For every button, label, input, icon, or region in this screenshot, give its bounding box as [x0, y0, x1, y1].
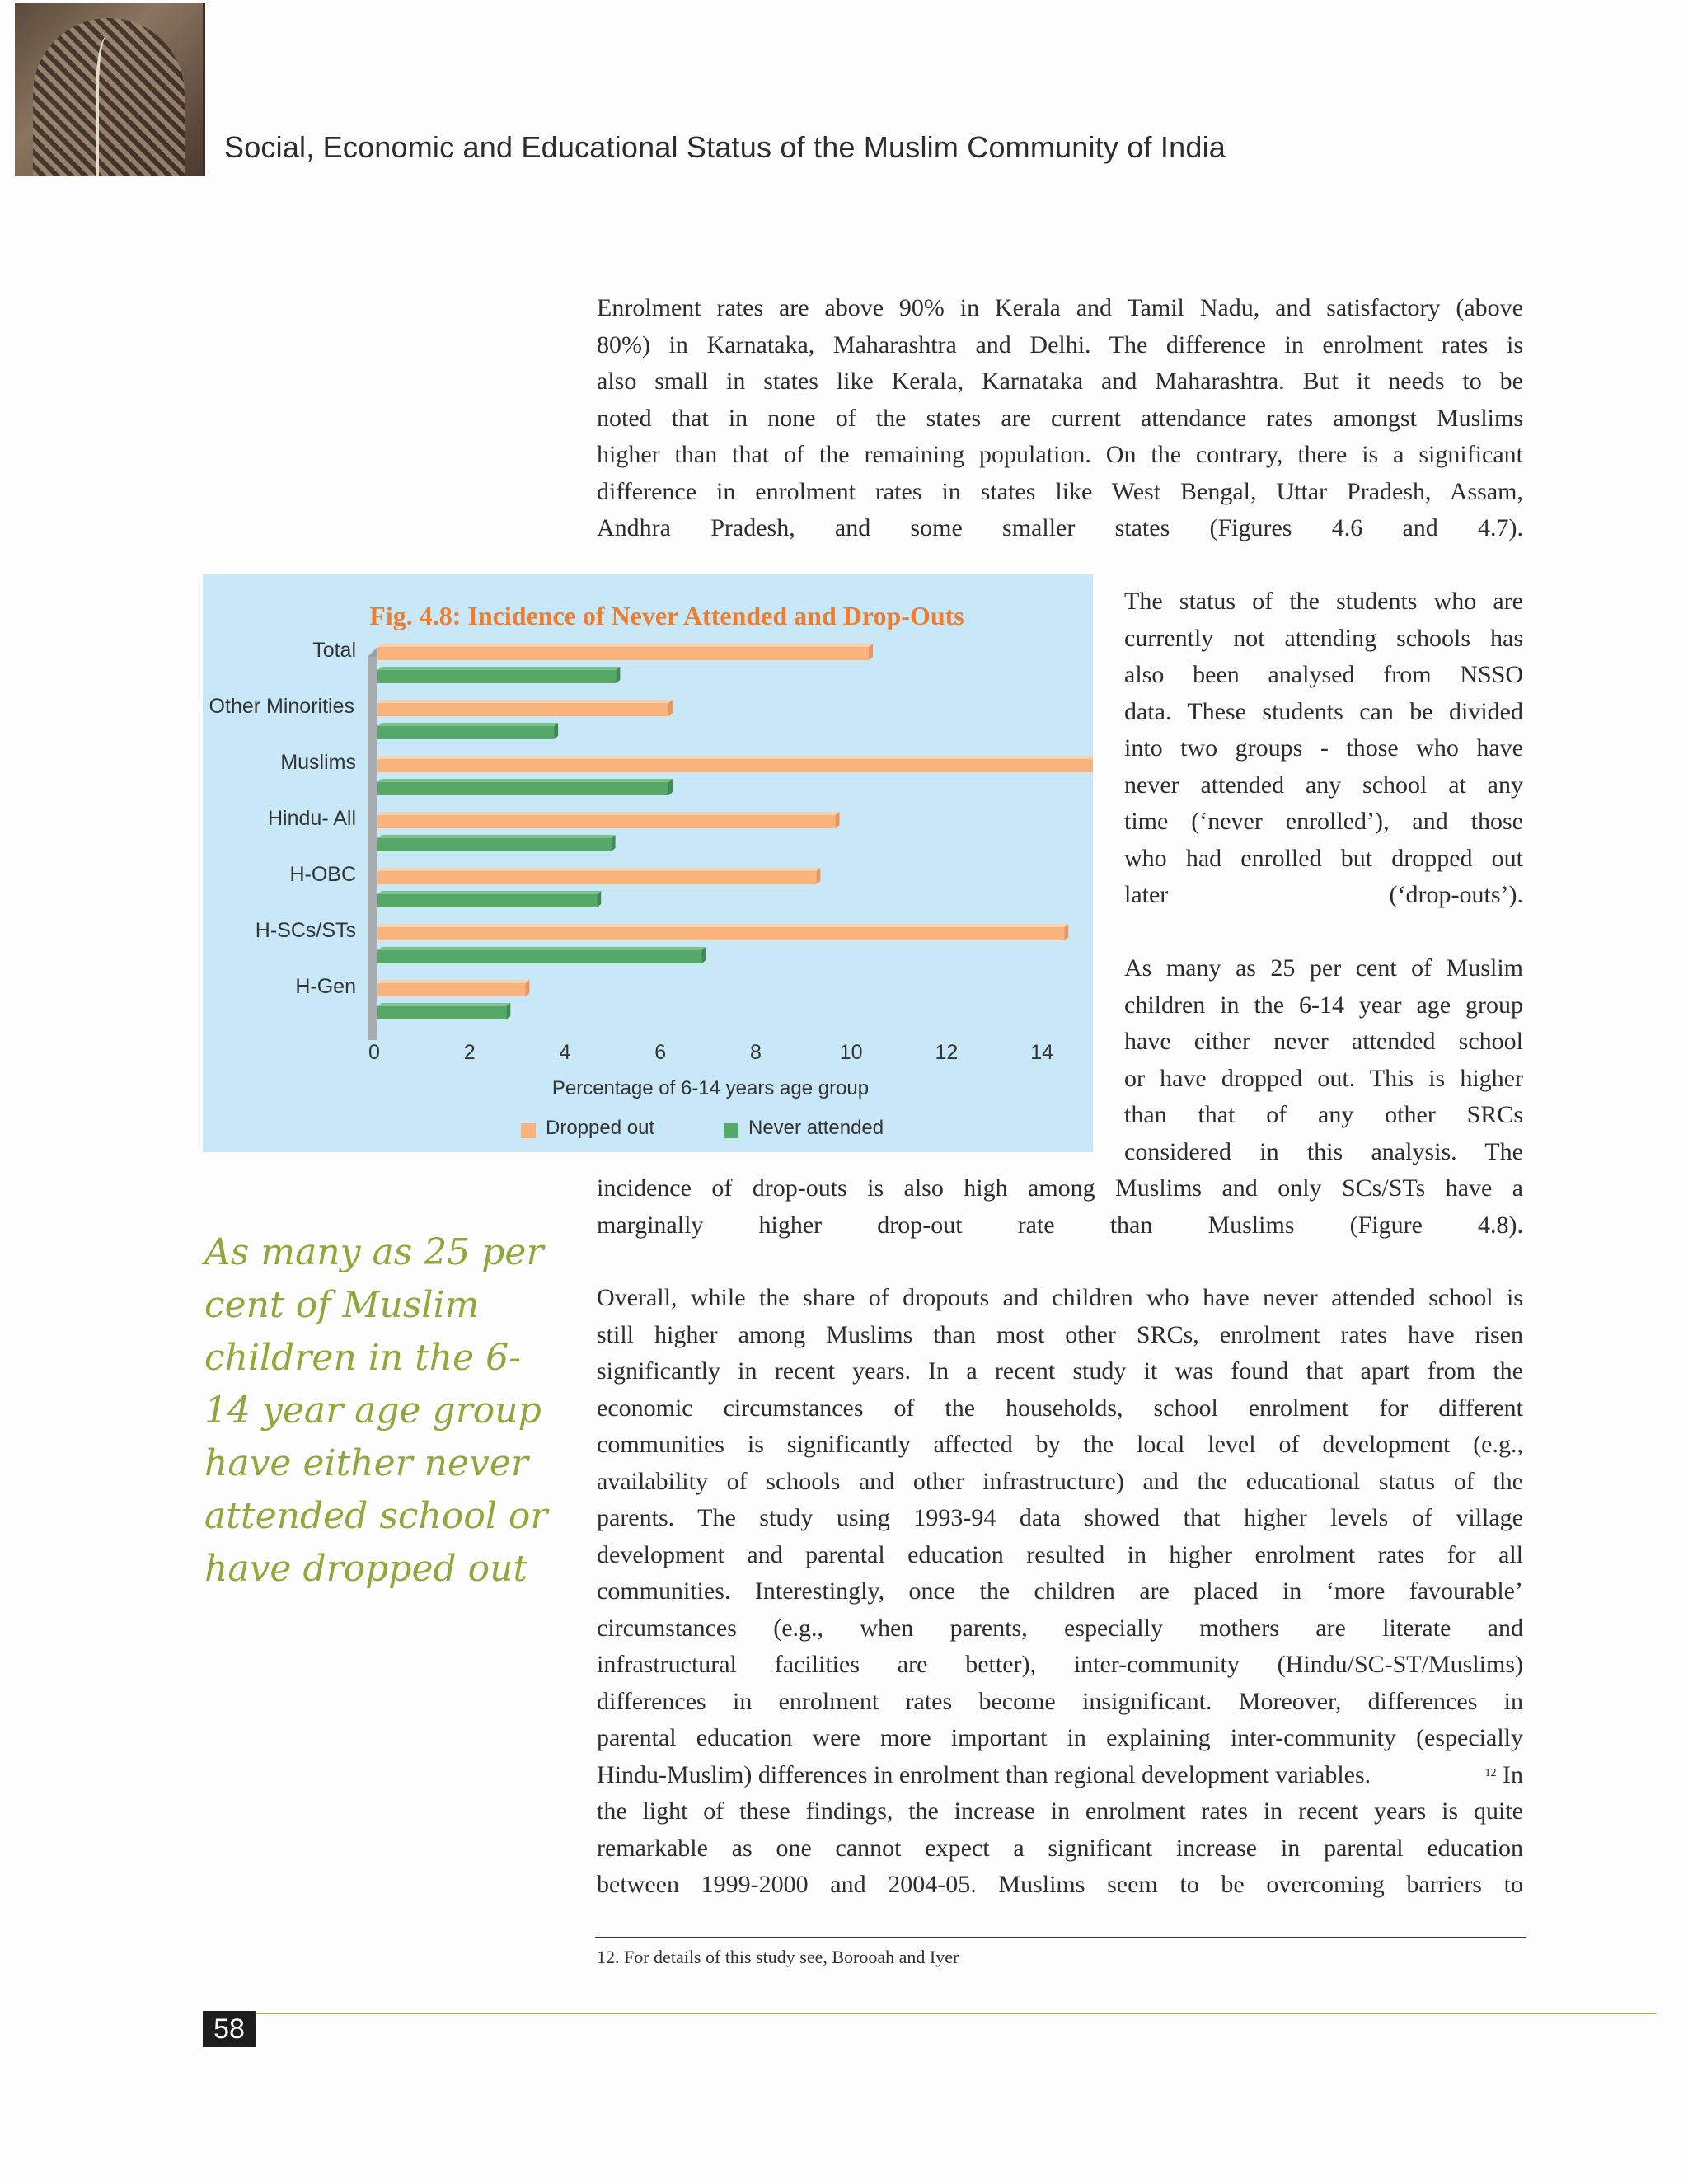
text-line: availability of schools and other infrastructure) and the educational status of the — [597, 1467, 1523, 1495]
bar-dropped-out — [377, 647, 869, 660]
text-line: communities is significantly affected by the local level of development (e.g., — [597, 1431, 1523, 1458]
footer-divider — [256, 2013, 1657, 2014]
text-line: children in the 6-14 year age group — [1124, 991, 1523, 1019]
bar-top-never-attended — [377, 723, 558, 726]
text-line: time (‘never enrolled’), and those — [1124, 808, 1523, 835]
bar-never-attended — [377, 1006, 506, 1019]
pull-quote: As many as 25 per cent of Muslim children in the 6-14 year age group have either never attended school or have dropped out — [204, 1231, 548, 1590]
text-line: have either never attended school — [1124, 1028, 1523, 1055]
paragraph-enrolment — [597, 290, 1523, 547]
text-line: Andhra Pradesh, and some smaller states (Figures 4.6 and 4.7). — [597, 514, 1523, 541]
text-line: parents. The study using 1993-94 data showed that higher levels of village — [597, 1504, 1523, 1531]
text-line: parental education were more important in explaining inter-community (especially — [597, 1724, 1523, 1751]
text-line: marginally higher drop-out rate than Muslims (Figure 4.8). — [597, 1211, 1523, 1239]
text-line — [597, 1757, 1523, 1794]
header-logo-image — [15, 3, 205, 176]
text-line: incidence of drop-outs is also high among Muslims and only SCs/STs have a — [597, 1174, 1523, 1202]
bar-never-attended — [377, 670, 616, 683]
text-line: infrastructural facilities are better), inter-community (Hindu/SC-ST/Muslims) — [597, 1651, 1523, 1678]
bar-top-never-attended — [377, 667, 620, 670]
figure-4-8-chart — [203, 574, 1093, 1152]
x-tick-label: 14 — [1030, 1041, 1054, 1064]
page-number: 58 — [203, 2011, 256, 2047]
text-line: significantly in recent years. In a recent study it was found that apart from the — [597, 1357, 1523, 1385]
bar-dropped-out — [377, 759, 1093, 772]
text-line: The status of the students who are — [1124, 588, 1523, 615]
category-label: Other Minorities — [209, 695, 354, 718]
text-line: currently not attending schools has — [1124, 624, 1523, 652]
paragraph-overall — [597, 1280, 1523, 1904]
x-tick-label: 8 — [749, 1041, 762, 1064]
paragraph-muslim-children — [1124, 950, 1523, 1170]
text-line: or have dropped out. This is higher — [1124, 1064, 1523, 1092]
bar-never-attended — [377, 782, 668, 795]
bar-dropped-out — [377, 927, 1064, 940]
bar-top-never-attended — [377, 835, 616, 838]
bar-top-never-attended — [377, 779, 673, 782]
text-line: later (‘drop-outs’). — [1124, 881, 1523, 908]
text-line: Overall, while the share of dropouts and children who have never attended school is — [597, 1284, 1523, 1311]
text-line: considered in this analysis. The — [1124, 1137, 1523, 1165]
category-label: H-Gen — [295, 975, 356, 998]
text-line: communities. Interestingly, once the children are placed in ‘more favourable’ — [597, 1577, 1523, 1605]
bar-dropped-out — [377, 815, 836, 828]
category-label: Hindu- All — [268, 807, 356, 830]
axis-wall-face — [368, 657, 377, 1040]
bar-dropped-out — [377, 983, 525, 996]
legend-swatch — [521, 1123, 536, 1138]
text-segment: In — [1496, 1760, 1523, 1788]
text-line: the light of these findings, the increase in enrolment rates in recent years is quite — [597, 1797, 1523, 1825]
bar-top-dropped-out — [377, 868, 820, 871]
bar-top-dropped-out — [377, 980, 529, 983]
bar-top-dropped-out — [377, 812, 840, 815]
category-label: Muslims — [280, 751, 356, 774]
bar-top-dropped-out — [377, 700, 673, 703]
text-line: 80%) in Karnataka, Maharashtra and Delhi. The difference in enrolment rates is — [597, 330, 1523, 359]
legend-label: Never attended — [748, 1117, 884, 1139]
x-tick-label: 4 — [559, 1041, 571, 1064]
header-title: Social, Economic and Educational Status of the Muslim Community of India — [224, 130, 1226, 164]
text-line: who had enrolled but dropped out — [1124, 844, 1523, 872]
bar-never-attended — [377, 950, 701, 963]
bar-top-never-attended — [377, 891, 601, 894]
x-axis-title: Percentage of 6-14 years age group — [551, 1077, 870, 1099]
text-line: between 1999-2000 and 2004-05. Muslims seem to be overcoming barriers to — [597, 1871, 1523, 1898]
x-tick-label: 2 — [463, 1041, 476, 1064]
text-line: higher than that of the remaining population. On the contrary, there is a significant — [597, 441, 1523, 468]
text-line: differences in enrolment rates become insignificant. Moreover, differences in — [597, 1687, 1523, 1715]
footnote-marker[interactable]: 12 — [1484, 1766, 1497, 1779]
text-line: also small in states like Kerala, Karnataka and Maharashtra. But it needs to be — [597, 368, 1523, 395]
x-tick-label: 12 — [935, 1041, 959, 1064]
bar-top-dropped-out — [377, 756, 1093, 759]
footnote-divider — [595, 1937, 1526, 1938]
text-line: into two groups - those who have — [1124, 734, 1523, 762]
bar-never-attended — [377, 894, 597, 907]
legend-swatch — [724, 1123, 738, 1138]
bar-top-dropped-out — [377, 924, 1068, 927]
text-line: noted that in none of the states are current attendance rates amongst Muslims — [597, 404, 1523, 432]
text-line: still higher among Muslims than most other SRCs, enrolment rates have risen — [597, 1320, 1523, 1348]
category-label: H-OBC — [289, 863, 356, 886]
text-line: never attended any school at any — [1124, 771, 1523, 799]
text-line: data. These students can be divided — [1124, 697, 1523, 725]
text-line: Enrolment rates are above 90% in Kerala and Tamil Nadu, and satisfactory (above — [597, 294, 1523, 321]
legend-label: Dropped out — [546, 1117, 655, 1139]
x-tick-label: 6 — [654, 1041, 667, 1064]
text-line: difference in enrolment rates in states like West Bengal, Uttar Pradesh, Assam, — [597, 477, 1523, 505]
bar-dropped-out — [377, 871, 816, 884]
bar-top-never-attended — [377, 1003, 510, 1006]
paragraph-status — [1124, 583, 1523, 914]
text-segment: Hindu-Muslim) differences in enrolment than regional development variables. — [597, 1760, 1372, 1788]
x-tick-label: 0 — [368, 1041, 380, 1064]
bar-dropped-out — [377, 703, 668, 716]
text-line: circumstances (e.g., when parents, especially mothers are literate and — [597, 1614, 1523, 1642]
chart-title: Fig. 4.8: Incidence of Never Attended and Drop-Outs — [369, 601, 964, 630]
category-label: H-SCs/STs — [255, 919, 356, 942]
bar-never-attended — [377, 838, 612, 851]
bar-top-dropped-out — [377, 644, 873, 647]
footnote: 12. For details of this study see, Borooah and Iyer — [597, 1947, 959, 1967]
x-tick-label: 10 — [839, 1041, 863, 1064]
text-segment — [1485, 1757, 1524, 1794]
text-line: economic circumstances of the households, school enrolment for different — [597, 1394, 1523, 1422]
text-line: remarkable as one cannot expect a significant increase in parental education — [597, 1834, 1523, 1862]
bar-top-never-attended — [377, 947, 706, 950]
text-line: than that of any other SRCs — [1124, 1101, 1523, 1128]
paragraph-muslim-children-cont — [597, 1170, 1523, 1244]
text-line: also been analysed from NSSO — [1124, 661, 1523, 688]
text-line: development and parental education resulted in higher enrolment rates for all — [597, 1540, 1523, 1568]
text-line: As many as 25 per cent of Muslim — [1124, 954, 1523, 982]
bar-never-attended — [377, 726, 554, 739]
category-label: Total — [312, 639, 356, 662]
